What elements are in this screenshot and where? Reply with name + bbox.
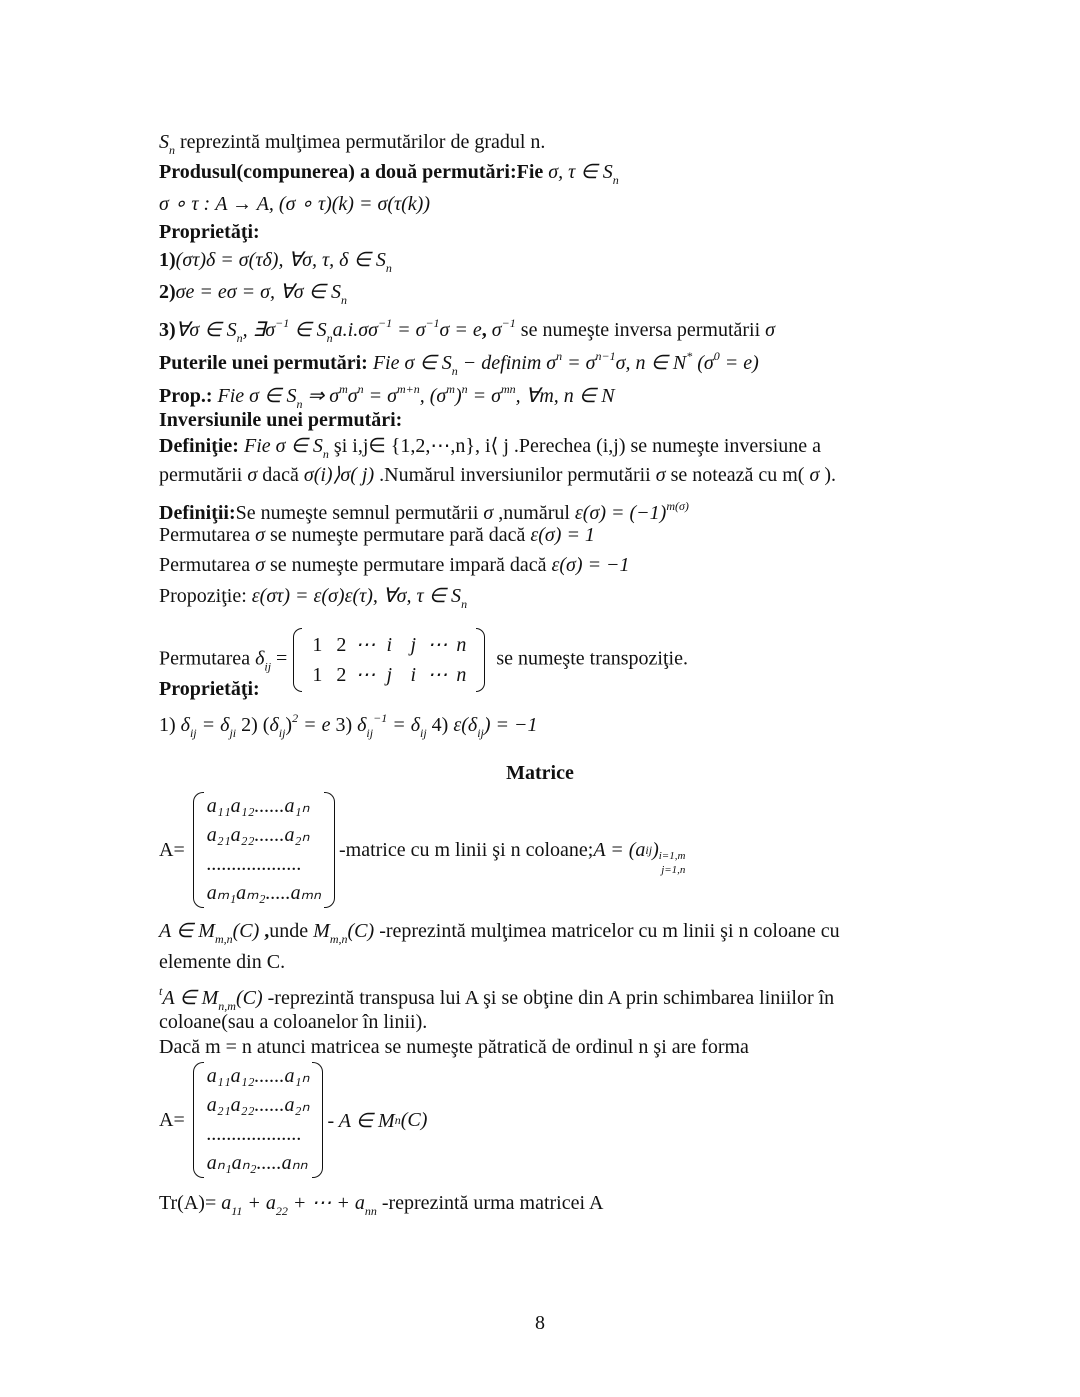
text-segment: a (221, 1192, 232, 1214)
text-segment: nn (364, 1204, 377, 1218)
permutation-entry: 2 (336, 634, 347, 656)
text-segment: = e) (719, 352, 759, 374)
text-segment: δ (180, 714, 190, 736)
text: se numeşte transpoziţie. (491, 647, 688, 670)
text-segment: Fie σ ∈ S (243, 435, 323, 457)
text-segment: m (446, 382, 455, 396)
text-segment: ε(δ (453, 714, 478, 736)
permutation-column (401, 630, 425, 690)
text-line (159, 1191, 604, 1218)
text-segment: Fie σ ∈ S (217, 385, 297, 407)
equals: = (271, 647, 288, 670)
text-segment: (C) (235, 987, 263, 1009)
text-segment: + a (242, 1192, 276, 1214)
text-segment: Definiţii: (159, 502, 236, 524)
page-number: 8 (535, 1312, 545, 1334)
formula: A = (a (593, 838, 646, 861)
text-segment: : (241, 585, 252, 607)
text-segment: Definiţie: (159, 435, 244, 457)
text-segment: = e (298, 714, 331, 736)
text-segment: + ⋯ + a (287, 1192, 365, 1214)
index-range (659, 849, 686, 877)
text-line (159, 1035, 749, 1059)
text-segment: Produsul(compunerea) a două permutări:Fie (159, 161, 549, 183)
text-segment: n (340, 293, 347, 307)
index-i: i=1,m (658, 850, 686, 862)
text-segment: se notează cu m( (665, 464, 810, 486)
text-line (159, 979, 835, 1013)
text-segment: Prop.: (159, 385, 218, 407)
text-segment: ∀σ ∈ S (175, 319, 237, 341)
text-line (159, 311, 776, 345)
text-segment: 11 (231, 1204, 243, 1218)
text-segment: n (461, 597, 468, 611)
permutation-column (425, 630, 449, 690)
text-line (159, 494, 689, 524)
text-segment: n (612, 173, 619, 187)
text-segment: Proprietăţi: (159, 221, 260, 243)
formula: (C) (400, 1108, 428, 1131)
text-segment: = σ (363, 385, 397, 407)
text-line (159, 523, 595, 547)
text-segment: ε(σ) = 1 (530, 524, 595, 546)
matrix-row: ................... (206, 853, 302, 875)
matrix-description: - A ∈ M (327, 1109, 395, 1132)
subscript: ij (645, 842, 653, 857)
text-segment: σ (347, 385, 358, 407)
text-segment: Permutarea (159, 554, 256, 576)
text-segment: se numeşte permutare impară dacă (264, 554, 552, 576)
text-segment: -reprezintă mulţimea matricelor cu m linii şi n coloane cu (374, 920, 840, 942)
index-j: j=1,n (661, 864, 686, 876)
text-segment: ij (477, 726, 484, 740)
text-segment: −1 (275, 316, 290, 330)
text-segment: σ (809, 464, 820, 486)
permutation-entry: ⋯ (427, 634, 448, 656)
text-segment: elemente din C. (159, 951, 286, 973)
text-segment: n (169, 143, 175, 157)
text-segment: 2) ( (236, 714, 270, 736)
text-segment: Permutarea (159, 524, 256, 546)
text-segment: .Numărul inversiunilor permutării (374, 464, 656, 486)
text-segment: Se numeşte semnul permutării (235, 502, 484, 524)
text-segment: − definim σ (457, 352, 557, 374)
text-segment: ε(σ) = (−1) (574, 502, 667, 524)
text-segment: n (451, 364, 458, 378)
permutation-column (449, 630, 473, 690)
text-segment: Fie σ ∈ S (372, 352, 452, 374)
text-segment: Dacă m = n atunci matricea se numeşte pătratică de ordinul n şi are forma (159, 1036, 749, 1058)
matrix-description: -matrice cu m linii şi n coloane; (339, 838, 594, 861)
text-line (159, 919, 840, 946)
text-segment: σ (483, 502, 494, 524)
permutation-column (329, 630, 353, 690)
text-line (159, 408, 402, 432)
text-segment: dacă (257, 464, 304, 486)
text-segment: * (686, 349, 693, 363)
text-segment: n (357, 382, 364, 396)
text-segment: (σ (692, 352, 714, 374)
text-segment: −1 (373, 711, 388, 725)
permutation-entry: 1 (312, 664, 323, 686)
permutation-entry: i (410, 664, 417, 686)
permutation-entry: ⋯ (355, 634, 376, 656)
text-segment: σ, τ ∈ S (548, 161, 613, 183)
text-segment: n (556, 349, 563, 363)
permutation-entry: j (410, 634, 417, 656)
text-segment: , (σ (419, 385, 447, 407)
text-segment: A ∈ M (159, 920, 215, 942)
text-segment: şi i,j∈ {1,2,⋯,n}, i⟨ j (328, 435, 509, 457)
text-segment: S (159, 131, 169, 153)
formula: ) (652, 838, 659, 861)
matrix-label: A= (159, 1108, 185, 1131)
text-segment: n (322, 447, 329, 461)
text-segment: coloane(sau a coloanelor în linii). (159, 1011, 428, 1033)
delta-symbol: δ (255, 647, 265, 670)
text-segment: ij (189, 726, 197, 740)
text-segment: 1) (159, 714, 181, 736)
text-segment: σ (255, 554, 265, 576)
text-line (159, 584, 468, 611)
text-segment: 4) (426, 714, 454, 736)
text-segment: δ (357, 714, 367, 736)
text-segment: -reprezintă urma matricei A (376, 1192, 604, 1214)
text-segment: , (259, 920, 270, 942)
text-segment: ij (366, 726, 374, 740)
text-segment: Inversiunile unei permutări: (159, 409, 403, 431)
matrix-row: a₂₁a₂₂......a₂ₙ (206, 824, 310, 846)
text-segment: m,n (329, 932, 348, 946)
permutation-entry: ⋯ (427, 664, 448, 686)
text: Permutarea (159, 647, 256, 670)
text-segment: reprezintă mulţimea permutărilor de gradul n. (175, 131, 546, 153)
text-segment: = σ (467, 385, 501, 407)
text-segment: n (385, 261, 392, 275)
text-segment: ε(σ) = −1 (551, 554, 630, 576)
text-line (159, 377, 615, 411)
text-segment: −1 (501, 316, 516, 330)
text-segment: m (339, 382, 348, 396)
matrix-label: A= (159, 838, 185, 861)
text-segment: 22 (275, 1204, 288, 1218)
text-segment: −1 (377, 316, 393, 330)
text-segment: se numeşte permutare pară dacă (264, 524, 531, 546)
text-segment: 3) (159, 319, 176, 341)
text-segment: −1 (425, 316, 440, 330)
text-segment: σ (655, 464, 666, 486)
text-segment: ⇒ σ (302, 385, 340, 407)
text-line (159, 434, 822, 461)
text-segment: n (326, 331, 333, 345)
permutation-matrix (293, 630, 485, 690)
text-segment: (στ)δ = σ(τδ), ∀σ, τ, δ ∈ S (175, 249, 386, 271)
transposition-definition (159, 630, 688, 686)
text-segment: ji (229, 726, 237, 740)
permutation-column (305, 630, 329, 690)
text-segment: σ = e (439, 319, 482, 341)
matrix-row: aₙ₁aₙ₂.....aₙₙ (206, 1152, 308, 1174)
text-segment: 1) (159, 249, 176, 271)
text-segment: 3) (330, 714, 358, 736)
text-segment: Propoziţie (159, 585, 242, 607)
text-segment: σ (491, 319, 502, 341)
text-segment: σ ∘ τ : A → A, (σ ∘ τ)(k) = σ(τ(k)) (159, 193, 431, 215)
matrix-row: a₂₁a₂₂......a₂ₙ (206, 1094, 310, 1116)
matrix-row: a₁₁a₁₂......a₁ₙ (206, 1065, 310, 1087)
text-segment: m(σ) (666, 499, 689, 513)
text-segment: ε(στ) = ε(σ)ε(τ), ∀σ, τ ∈ S (251, 585, 462, 607)
text-line (159, 160, 619, 187)
text-segment: (C) (232, 920, 260, 942)
matrix-a-square (159, 1062, 427, 1178)
text-segment: σ (247, 464, 258, 486)
permutation-entry: 1 (312, 634, 323, 656)
text-segment: n,m (218, 999, 236, 1013)
permutation-entry: n (456, 634, 467, 656)
text-segment: ,numărul (493, 502, 575, 524)
text-segment: σ (255, 524, 265, 546)
text-segment: Proprietăţi: (159, 678, 260, 700)
text-segment: n−1 (595, 349, 616, 363)
text-segment: permutării (159, 464, 248, 486)
text-segment: (C) (347, 920, 375, 942)
permutation-entry: n (456, 664, 467, 686)
text-segment: 2 (292, 711, 299, 725)
text-line (159, 344, 759, 378)
text-segment: ij (278, 726, 286, 740)
text-segment: Tr(A)= (159, 1192, 222, 1214)
text-segment: , ∀m, n ∈ N (515, 385, 615, 407)
section-title: Matrice (506, 762, 574, 784)
text-segment: ) = −1 (483, 714, 538, 736)
matrix-body (193, 1062, 324, 1178)
text-line (159, 248, 392, 275)
text-segment: , (481, 319, 492, 341)
permutation-entry: j (386, 664, 393, 686)
text-segment: = σ (562, 352, 596, 374)
text-line (159, 130, 546, 157)
text-segment: ) (285, 714, 293, 736)
matrix-body (193, 792, 335, 908)
text-segment: 0 (713, 349, 720, 363)
text-segment: n (296, 397, 303, 411)
text-segment: σ(i)⟩σ( j) (303, 464, 375, 486)
text-line (159, 950, 285, 974)
matrix-row: aₘ₁aₘ₂.....aₘₙ (206, 882, 321, 904)
text-segment: ). (819, 464, 836, 486)
text-segment: δ (269, 714, 279, 736)
text-segment: n (461, 382, 468, 396)
text-line (159, 220, 260, 244)
text-segment: ∈ S (289, 319, 327, 341)
permutation-entry: ⋯ (355, 664, 376, 686)
text-segment: = δ (196, 714, 230, 736)
text-segment: 2) (159, 281, 176, 303)
text-segment: Puterile unei permutări: (159, 352, 373, 374)
text-segment: σ, n ∈ N (615, 352, 687, 374)
text-segment: m,n (214, 932, 233, 946)
matrix-row: ................... (206, 1123, 302, 1145)
subscript: ij (264, 659, 272, 674)
text-segment: = δ (387, 714, 420, 736)
text-segment: m+n (396, 382, 420, 396)
text-segment: ) (454, 385, 462, 407)
text-segment: = σ (392, 319, 426, 341)
matrix-row: a₁₁a₁₂......a₁ₙ (206, 795, 310, 817)
text-segment: σ (765, 319, 776, 341)
text-line (159, 1010, 427, 1034)
text-line (159, 463, 836, 487)
text-segment: .Perechea (i,j) se numeşte inversiune a (508, 435, 822, 457)
text-line (159, 280, 347, 307)
text-segment: n (236, 331, 243, 345)
text-line (159, 706, 538, 740)
matrix-a-general (159, 792, 685, 908)
text-segment: , ∃σ (242, 319, 276, 341)
permutation-entry: i (386, 634, 393, 656)
text-line (159, 553, 630, 577)
text-segment: a.i.σσ (332, 319, 378, 341)
permutation-entry: 2 (336, 664, 347, 686)
text-segment: M (313, 920, 330, 942)
text-segment: t (159, 984, 163, 998)
text-segment: A ∈ M (162, 987, 219, 1009)
permutation-column (377, 630, 401, 690)
text-segment: mn (500, 382, 516, 396)
subscript: n (394, 1112, 401, 1127)
permutation-column (353, 630, 377, 690)
text-segment: ij (420, 726, 427, 740)
text-segment: -reprezintă transpusa lui A şi se obţine din A prin schimbarea liniilor în (262, 987, 835, 1009)
text-segment: unde (269, 920, 314, 942)
text-segment: σe = eσ = σ, ∀σ ∈ S (175, 281, 341, 303)
text-segment: se numeşte inversa permutării (515, 319, 766, 341)
text-line (159, 677, 260, 701)
text-line (159, 192, 430, 216)
